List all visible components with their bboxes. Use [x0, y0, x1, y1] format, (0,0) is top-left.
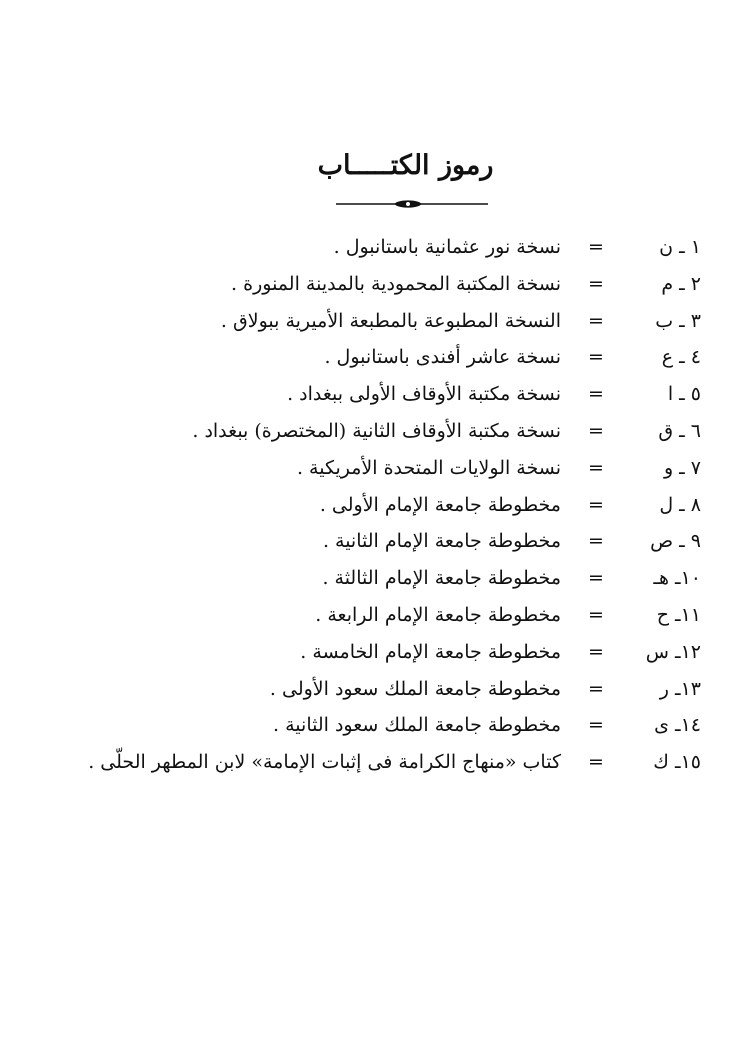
- equals-sign: =: [588, 751, 604, 774]
- list-item: [41, 451, 701, 488]
- list-item: [41, 304, 701, 341]
- equals-sign: =: [588, 456, 604, 479]
- symbol-code: ٥ ـ ا: [667, 383, 701, 406]
- symbol-description: نسخة المكتبة المحمودية بالمدينة المنورة .: [231, 272, 561, 295]
- symbol-description: نسخة مكتبة الأوقاف الثانية (المختصرة) ببغداد .: [192, 419, 561, 442]
- symbol-description: نسخة عاشر أفندى باستانبول .: [324, 346, 561, 369]
- symbol-description: مخطوطة جامعة الإمام الأولى .: [319, 493, 561, 516]
- equals-sign: =: [588, 640, 604, 663]
- equals-sign: =: [588, 603, 604, 626]
- equals-sign: =: [588, 419, 604, 442]
- symbol-code: ٤ ـ ع: [661, 346, 701, 369]
- equals-sign: =: [588, 346, 604, 369]
- symbols-list: [41, 230, 701, 817]
- list-item: [41, 598, 701, 635]
- symbol-description: مخطوطة جامعة الإمام الثالثة .: [322, 567, 561, 590]
- equals-sign: =: [588, 236, 604, 258]
- symbol-code: ٦ ـ ق: [658, 419, 701, 442]
- list-item: [41, 267, 701, 304]
- equals-sign: =: [588, 493, 604, 516]
- list-item: [41, 340, 701, 377]
- symbol-code: ٨ ـ ل: [659, 493, 701, 516]
- equals-sign: =: [588, 383, 604, 406]
- symbol-description: مخطوطة جامعة الإمام الثانية .: [322, 530, 561, 553]
- list-item: [41, 230, 701, 267]
- list-item: [41, 708, 701, 745]
- symbol-code: ١١ـ ح: [656, 603, 701, 626]
- symbol-description: مخطوطة جامعة الإمام الرابعة .: [315, 603, 561, 626]
- symbol-description: النسخة المطبوعة بالمطبعة الأميرية ببولاق .: [220, 309, 561, 332]
- symbol-description: مخطوطة جامعة الملك سعود الأولى .: [269, 677, 561, 700]
- list-item: [41, 561, 701, 598]
- symbol-code: ١٣ـ ر: [659, 677, 701, 700]
- symbol-description: نسخة الولايات المتحدة الأمريكية .: [296, 456, 561, 479]
- page-title: رموز الكتـــــاب: [317, 150, 494, 181]
- equals-sign: =: [588, 272, 604, 295]
- symbol-code: ٢ ـ م: [661, 272, 701, 295]
- equals-sign: =: [588, 309, 604, 332]
- symbol-description: نسخة نور عثمانية باستانبول .: [333, 236, 561, 258]
- list-item: [41, 745, 701, 817]
- symbol-code: ٩ ـ ص: [650, 530, 701, 553]
- symbol-description: مخطوطة جامعة الإمام الخامسة .: [300, 640, 561, 663]
- symbol-code: ١ ـ ن: [659, 236, 701, 258]
- list-item: [41, 414, 701, 451]
- equals-sign: =: [588, 714, 604, 737]
- symbol-code: ١٤ـ ى: [654, 714, 701, 737]
- title-ornament: [336, 198, 488, 210]
- symbol-code: ٧ ـ و: [663, 456, 701, 479]
- list-item: [41, 377, 701, 414]
- symbol-description: نسخة مكتبة الأوقاف الأولى ببغداد .: [287, 383, 561, 406]
- symbol-code: ١٠ـ هـ: [653, 567, 701, 590]
- symbol-code: ١٥ـ ك: [653, 751, 701, 774]
- equals-sign: =: [588, 530, 604, 553]
- symbol-description: كتاب «منهاج الكرامة فى إثبات الإمامة» لابن المطهر الحلّى .: [88, 751, 561, 774]
- symbol-code: ١٢ـ س: [645, 640, 701, 663]
- list-item: [41, 488, 701, 525]
- list-item: [41, 672, 701, 709]
- symbol-code: ٣ ـ ب: [655, 309, 701, 332]
- symbol-description: مخطوطة جامعة الملك سعود الثانية .: [273, 714, 561, 737]
- equals-sign: =: [588, 677, 604, 700]
- list-item: [41, 635, 701, 672]
- list-item: [41, 524, 701, 561]
- equals-sign: =: [588, 567, 604, 590]
